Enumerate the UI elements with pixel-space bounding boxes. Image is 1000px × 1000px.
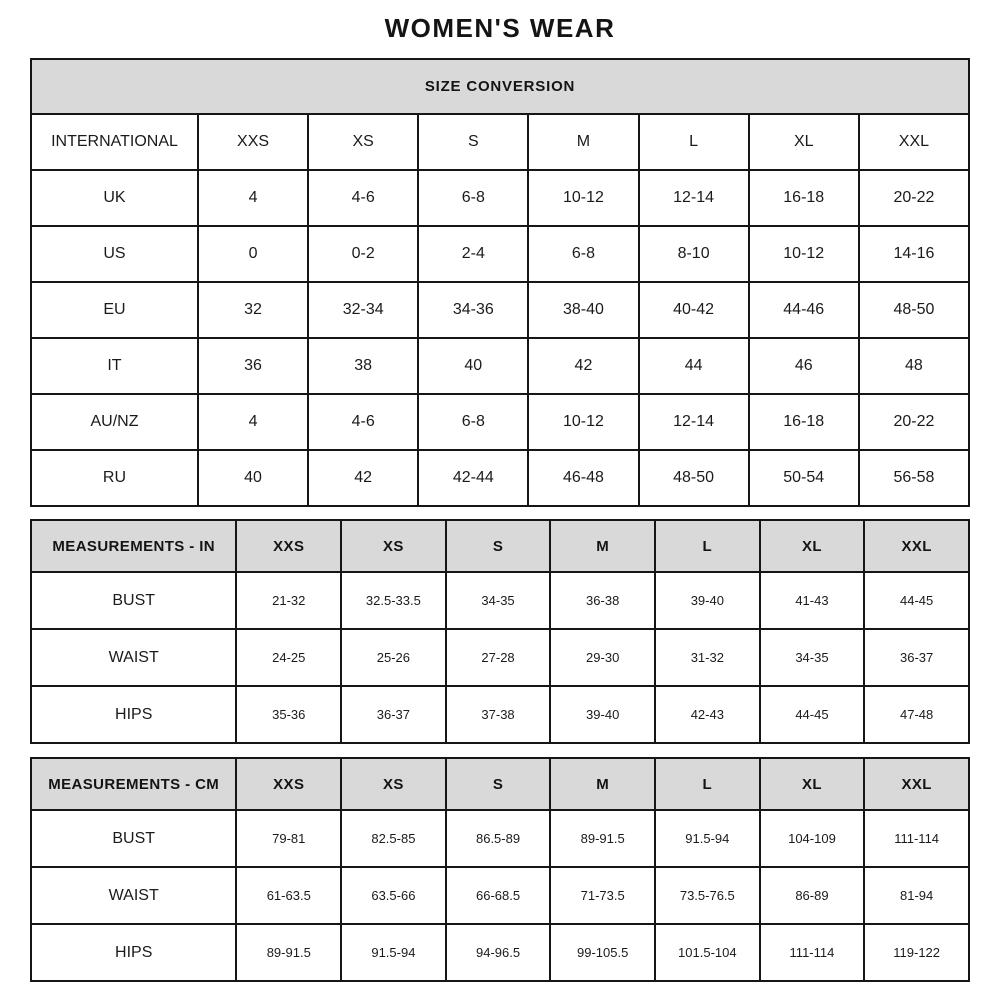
row-label-cell: BUST <box>31 810 236 867</box>
size-column-header: S <box>446 520 551 572</box>
measurements-in-table <box>30 519 970 744</box>
size-column-header: XXS <box>236 758 341 810</box>
table-banner-row <box>31 59 969 114</box>
value-cell: 89-91.5 <box>236 924 341 981</box>
value-cell: 4-6 <box>308 394 418 450</box>
size-column-header: XXL <box>864 758 969 810</box>
measurements-cm-table <box>30 757 970 982</box>
value-cell: 21-32 <box>236 572 341 629</box>
size-column-header: M <box>550 520 655 572</box>
value-cell: 2-4 <box>418 226 528 282</box>
row-group-header-cell: MEASUREMENTS - CM <box>31 758 236 810</box>
value-cell: 101.5-104 <box>655 924 760 981</box>
table-header-row <box>31 758 969 810</box>
value-cell: 34-36 <box>418 282 528 338</box>
value-cell: 44-45 <box>864 572 969 629</box>
row-group-header-cell: MEASUREMENTS - IN <box>31 520 236 572</box>
value-cell: 46 <box>749 338 859 394</box>
value-cell: 4-6 <box>308 170 418 226</box>
value-cell: 10-12 <box>528 394 638 450</box>
size-column-header: XXS <box>236 520 341 572</box>
size-column-header: XXS <box>198 114 308 170</box>
value-cell: 91.5-94 <box>341 924 446 981</box>
value-cell: 41-43 <box>760 572 865 629</box>
value-cell: 89-91.5 <box>550 810 655 867</box>
size-column-header: XS <box>308 114 418 170</box>
value-cell: 42-43 <box>655 686 760 743</box>
value-cell: 6-8 <box>528 226 638 282</box>
value-cell: 14-16 <box>859 226 969 282</box>
value-cell: 12-14 <box>639 170 749 226</box>
size-column-header: L <box>655 758 760 810</box>
row-label-cell: BUST <box>31 572 236 629</box>
table-row <box>31 810 969 867</box>
table-row <box>31 226 969 282</box>
value-cell: 42 <box>528 338 638 394</box>
size-column-header: XS <box>341 758 446 810</box>
value-cell: 39-40 <box>550 686 655 743</box>
value-cell: 86.5-89 <box>446 810 551 867</box>
value-cell: 44-45 <box>760 686 865 743</box>
value-cell: 31-32 <box>655 629 760 686</box>
value-cell: 32 <box>198 282 308 338</box>
value-cell: 44 <box>639 338 749 394</box>
value-cell: 40 <box>418 338 528 394</box>
table-row <box>31 450 969 506</box>
table-row <box>31 170 969 226</box>
row-label-cell: US <box>31 226 198 282</box>
value-cell: 29-30 <box>550 629 655 686</box>
row-label-cell: UK <box>31 170 198 226</box>
row-label-cell: WAIST <box>31 629 236 686</box>
value-cell: 8-10 <box>639 226 749 282</box>
value-cell: 36-38 <box>550 572 655 629</box>
value-cell: 32.5-33.5 <box>341 572 446 629</box>
row-label-cell: EU <box>31 282 198 338</box>
size-column-header: XS <box>341 520 446 572</box>
size-column-header: S <box>418 114 528 170</box>
size-guide-page <box>30 0 970 982</box>
value-cell: 47-48 <box>864 686 969 743</box>
value-cell: 10-12 <box>528 170 638 226</box>
table-row <box>31 686 969 743</box>
size-column-header: L <box>639 114 749 170</box>
table-row <box>31 282 969 338</box>
value-cell: 104-109 <box>760 810 865 867</box>
value-cell: 94-96.5 <box>446 924 551 981</box>
value-cell: 44-46 <box>749 282 859 338</box>
value-cell: 71-73.5 <box>550 867 655 924</box>
value-cell: 34-35 <box>446 572 551 629</box>
table-row <box>31 394 969 450</box>
value-cell: 6-8 <box>418 170 528 226</box>
row-group-header-cell: INTERNATIONAL <box>31 114 198 170</box>
value-cell: 56-58 <box>859 450 969 506</box>
size-column-header: L <box>655 520 760 572</box>
size-column-header: M <box>528 114 638 170</box>
value-cell: 40 <box>198 450 308 506</box>
table-row <box>31 629 969 686</box>
value-cell: 48 <box>859 338 969 394</box>
value-cell: 27-28 <box>446 629 551 686</box>
value-cell: 61-63.5 <box>236 867 341 924</box>
size-column-header: XXL <box>864 520 969 572</box>
value-cell: 12-14 <box>639 394 749 450</box>
value-cell: 4 <box>198 394 308 450</box>
row-label-cell: AU/NZ <box>31 394 198 450</box>
value-cell: 36 <box>198 338 308 394</box>
value-cell: 37-38 <box>446 686 551 743</box>
page-title: WOMEN'S WEAR <box>384 13 616 43</box>
value-cell: 81-94 <box>864 867 969 924</box>
value-cell: 82.5-85 <box>341 810 446 867</box>
value-cell: 91.5-94 <box>655 810 760 867</box>
value-cell: 50-54 <box>749 450 859 506</box>
size-column-header: XL <box>760 758 865 810</box>
value-cell: 63.5-66 <box>341 867 446 924</box>
value-cell: 4 <box>198 170 308 226</box>
size-conversion-banner: SIZE CONVERSION <box>31 59 969 114</box>
value-cell: 0-2 <box>308 226 418 282</box>
table-header-row <box>31 520 969 572</box>
table-row <box>31 572 969 629</box>
row-label-cell: RU <box>31 450 198 506</box>
value-cell: 99-105.5 <box>550 924 655 981</box>
size-column-header: XL <box>749 114 859 170</box>
size-column-header: XL <box>760 520 865 572</box>
row-label-cell: WAIST <box>31 867 236 924</box>
row-label-cell: IT <box>31 338 198 394</box>
value-cell: 32-34 <box>308 282 418 338</box>
value-cell: 111-114 <box>864 810 969 867</box>
value-cell: 119-122 <box>864 924 969 981</box>
value-cell: 46-48 <box>528 450 638 506</box>
value-cell: 86-89 <box>760 867 865 924</box>
value-cell: 38 <box>308 338 418 394</box>
value-cell: 42 <box>308 450 418 506</box>
value-cell: 38-40 <box>528 282 638 338</box>
value-cell: 0 <box>198 226 308 282</box>
value-cell: 39-40 <box>655 572 760 629</box>
value-cell: 6-8 <box>418 394 528 450</box>
value-cell: 36-37 <box>864 629 969 686</box>
value-cell: 35-36 <box>236 686 341 743</box>
row-label-cell: HIPS <box>31 924 236 981</box>
value-cell: 79-81 <box>236 810 341 867</box>
value-cell: 40-42 <box>639 282 749 338</box>
size-column-header: XXL <box>859 114 969 170</box>
table-header-row <box>31 114 969 170</box>
value-cell: 73.5-76.5 <box>655 867 760 924</box>
value-cell: 66-68.5 <box>446 867 551 924</box>
value-cell: 25-26 <box>341 629 446 686</box>
value-cell: 10-12 <box>749 226 859 282</box>
value-cell: 34-35 <box>760 629 865 686</box>
value-cell: 48-50 <box>859 282 969 338</box>
table-row <box>31 867 969 924</box>
value-cell: 24-25 <box>236 629 341 686</box>
value-cell: 16-18 <box>749 170 859 226</box>
value-cell: 42-44 <box>418 450 528 506</box>
table-row <box>31 924 969 981</box>
row-label-cell: HIPS <box>31 686 236 743</box>
value-cell: 20-22 <box>859 170 969 226</box>
value-cell: 20-22 <box>859 394 969 450</box>
value-cell: 36-37 <box>341 686 446 743</box>
size-column-header: M <box>550 758 655 810</box>
table-row <box>31 338 969 394</box>
size-column-header: S <box>446 758 551 810</box>
value-cell: 111-114 <box>760 924 865 981</box>
size-conversion-table <box>30 58 970 507</box>
value-cell: 48-50 <box>639 450 749 506</box>
value-cell: 16-18 <box>749 394 859 450</box>
